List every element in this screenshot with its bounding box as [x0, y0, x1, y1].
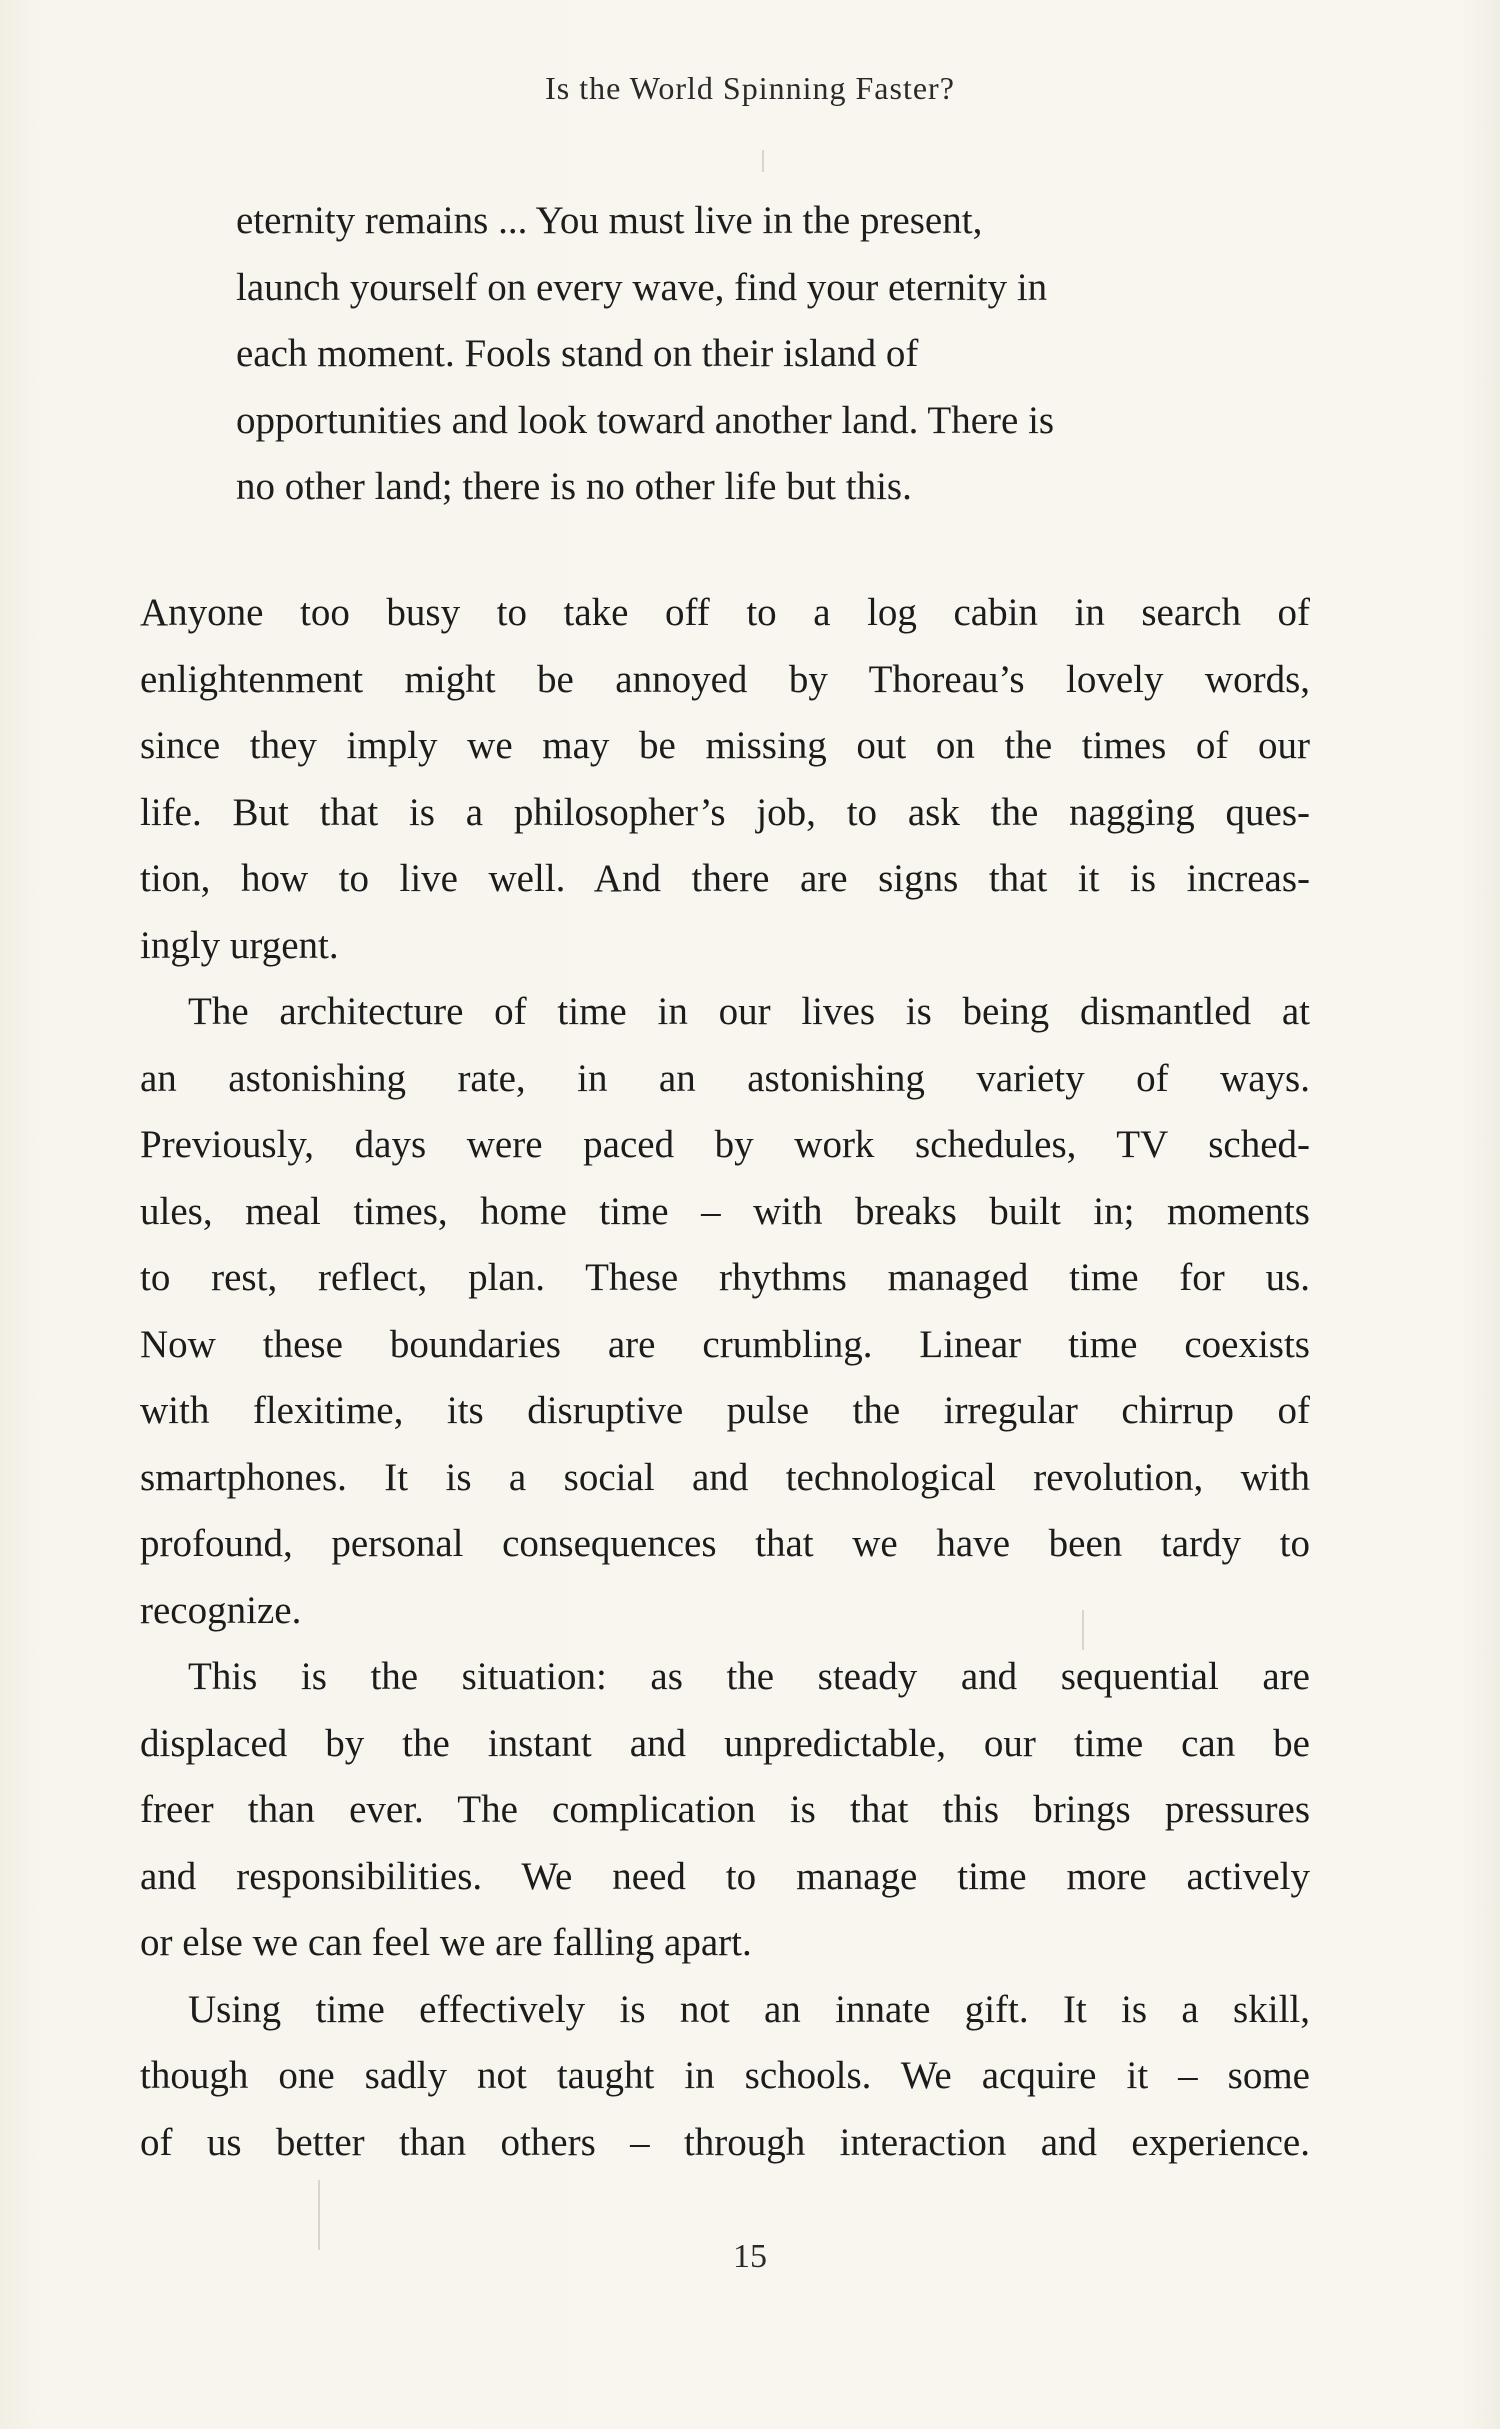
text-line: an astonishing rate, in an astonishing variety of ways. [140, 1056, 1310, 1100]
quote-line: launch yourself on every wave, find your eternity in [236, 265, 1048, 309]
text-line: smartphones. It is a social and technological revolution, with [140, 1455, 1310, 1499]
text-line: with flexitime, its disruptive pulse the irregular chirrup of [140, 1389, 1310, 1432]
text-line: enlightenment might be annoyed by Thoreau’s lovely words, [140, 657, 1310, 701]
body-text [140, 580, 1310, 2176]
text-line: ules, meal times, home time – with breaks built in; moments [140, 1189, 1310, 1233]
text-line: freer than ever. The complication is that this brings pressures [140, 1788, 1310, 1831]
block-quote [236, 188, 1296, 521]
text-line: Using time effectively is not an innate gift. It is a skill, [188, 1987, 1310, 2031]
scan-mark [762, 150, 764, 172]
text-line: ingly urgent. [140, 923, 339, 967]
text-line: displaced by the instant and unpredictable, our time can be [140, 1721, 1310, 1765]
text-line: This is the situation: as the steady and sequential are [188, 1655, 1310, 1698]
text-line: Anyone too busy to take off to a log cabin in search of [140, 591, 1310, 634]
text-line: since they imply we may be missing out on the times of our [140, 724, 1310, 767]
text-line: of us better than others – through interaction and experience. [140, 2120, 1310, 2164]
text-line: to rest, reflect, plan. These rhythms managed time for us. [140, 1256, 1310, 1299]
text-line: though one sadly not taught in schools. We acquire it – some [140, 2054, 1310, 2097]
quote-line: eternity remains ... You must live in the present, [236, 199, 983, 242]
text-line: or else we can feel we are falling apart. [140, 1921, 752, 1964]
text-line: Now these boundaries are crumbling. Linear time coexists [140, 1322, 1310, 1366]
quote-line: opportunities and look toward another land. There is [236, 398, 1055, 442]
page-number: 15 [733, 2238, 767, 2275]
text-line: The architecture of time in our lives is being dismantled at [188, 990, 1310, 1033]
text-line: recognize. [140, 1588, 302, 1632]
quote-line: no other land; there is no other life but this. [236, 465, 912, 508]
text-line: life. But that is a philosopher’s job, to ask the nagging ques- [140, 790, 1310, 834]
text-line: Previously, days were paced by work schedules, TV sched- [140, 1123, 1310, 1166]
text-line: tion, how to live well. And there are signs that it is increas- [140, 857, 1310, 900]
text-line: and responsibilities. We need to manage time more actively [140, 1854, 1310, 1898]
text-line: profound, personal consequences that we have been tardy to [140, 1522, 1310, 1565]
running-head: Is the World Spinning Faster? [545, 70, 955, 106]
quote-line: each moment. Fools stand on their island of [236, 332, 919, 375]
